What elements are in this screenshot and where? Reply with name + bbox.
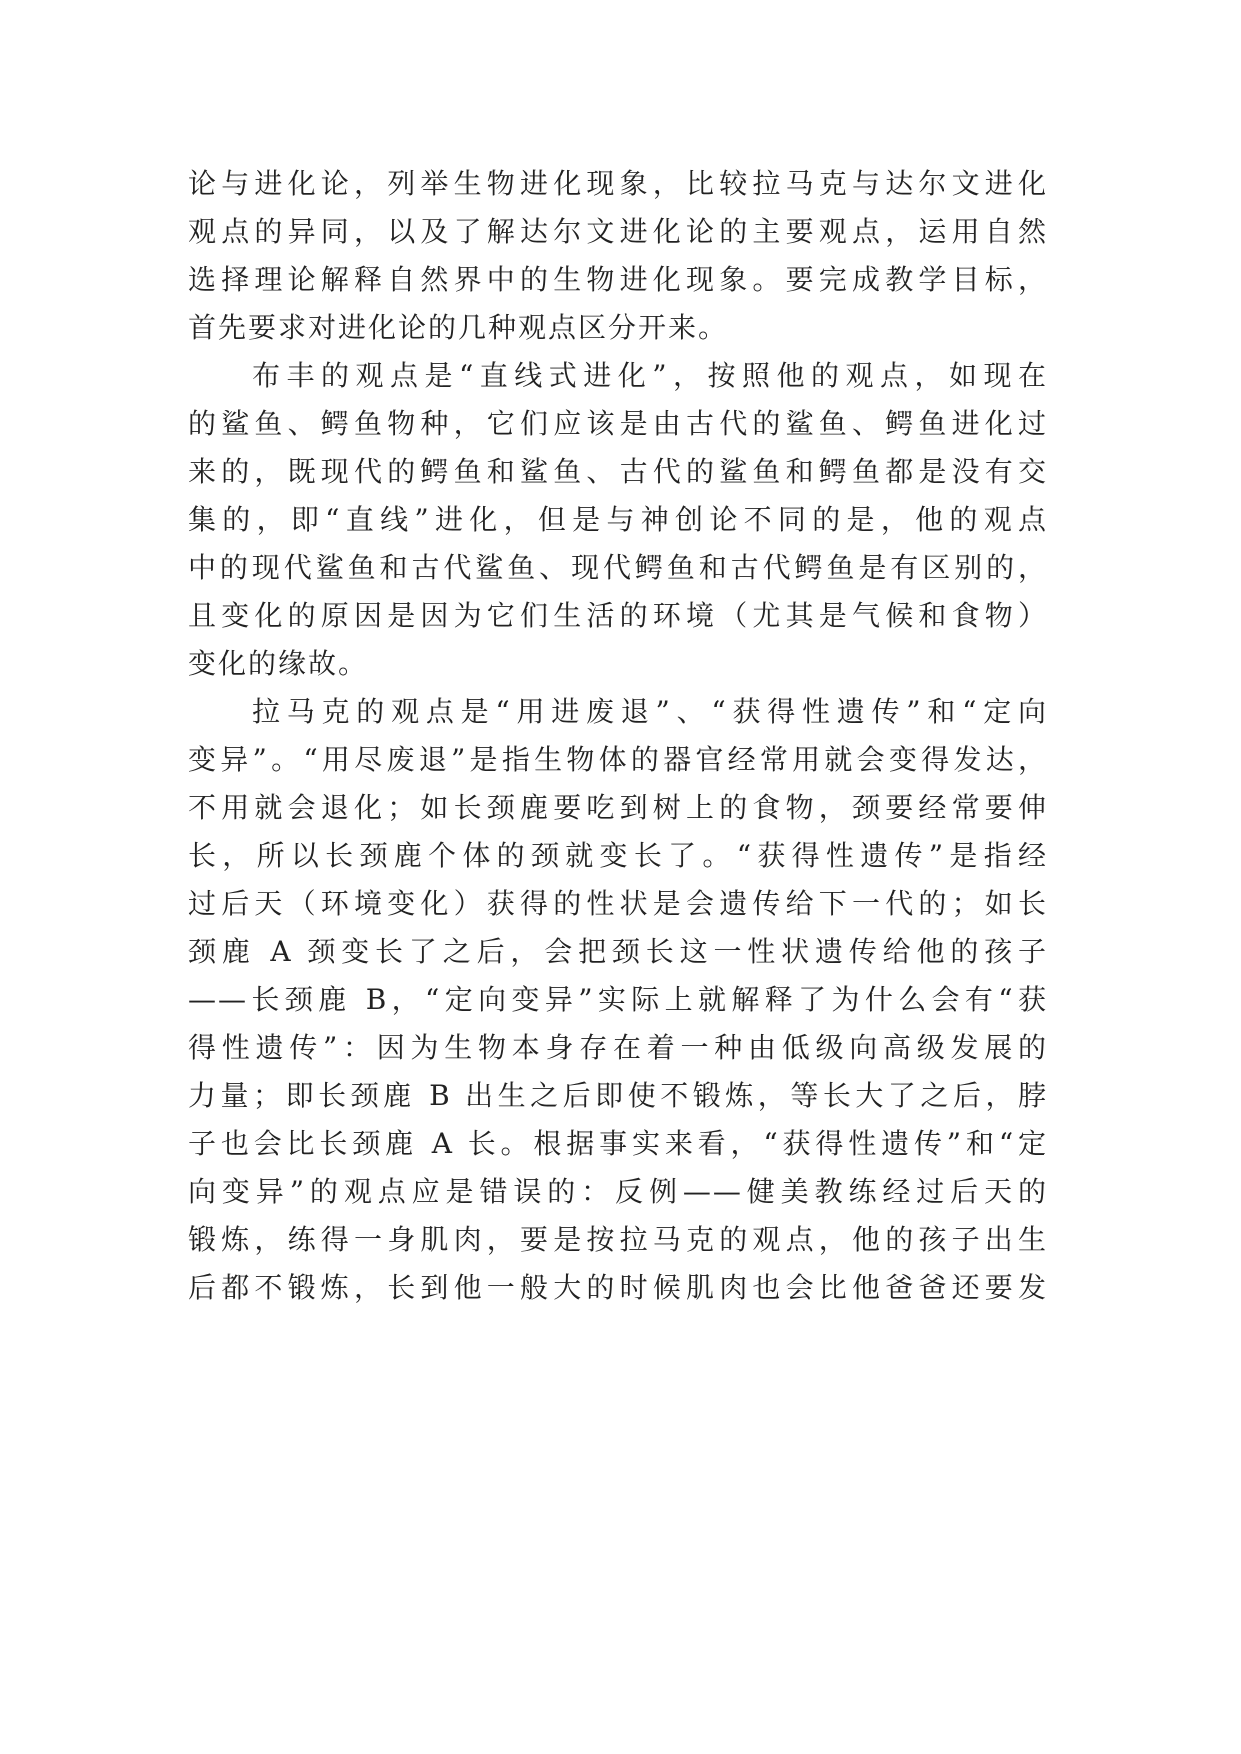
text-line: 锻炼，练得一身肌肉，要是按拉马克的观点，他的孩子出生 [188,1223,1048,1256]
text-line: 布丰的观点是“直线式进化”，按照他的观点，如现在 [252,359,1048,392]
text-line: 子也会比长颈鹿 A 长。根据事实来看，“获得性遗传”和“定 [188,1127,1048,1160]
text-line: 的鲨鱼、鳄鱼物种，它们应该是由古代的鲨鱼、鳄鱼进化过 [188,407,1048,440]
text-line: 集的，即“直线”进化，但是与神创论不同的是，他的观点 [188,503,1048,536]
text-line: 观点的异同，以及了解达尔文进化论的主要观点，运用自然 [188,215,1048,248]
text-line: ——长颈鹿 B，“定向变异”实际上就解释了为什么会有“获 [188,983,1048,1016]
text-line: 来的，既现代的鳄鱼和鲨鱼、古代的鲨鱼和鳄鱼都是没有交 [188,455,1048,488]
text-line: 过后天（环境变化）获得的性状是会遗传给下一代的；如长 [188,887,1048,920]
paragraph-2 [188,352,1048,688]
paragraph-1 [188,160,1048,352]
text-line: 变化的缘故。 [188,647,369,680]
text-line: 且变化的原因是因为它们生活的环境（尤其是气候和食物） [188,599,1048,632]
text-line: 论与进化论，列举生物进化现象，比较拉马克与达尔文进化 [188,167,1048,200]
paragraph-3 [188,688,1048,1312]
text-line: 得性遗传”：因为生物本身存在着一种由低级向高级发展的 [188,1031,1048,1064]
text-line: 颈鹿 A 颈变长了之后，会把颈长这一性状遗传给他的孩子 [188,935,1048,968]
text-line: 拉马克的观点是“用进废退”、“获得性遗传”和“定向 [252,695,1048,728]
text-line: 首先要求对进化论的几种观点区分开来。 [188,311,729,344]
text-line: 后都不锻炼，长到他一般大的时候肌肉也会比他爸爸还要发 [188,1271,1048,1304]
text-line: 力量；即长颈鹿 B 出生之后即使不锻炼，等长大了之后，脖 [188,1079,1048,1112]
text-line: 变异”。“用尽废退”是指生物体的器官经常用就会变得发达， [188,743,1048,776]
text-line: 选择理论解释自然界中的生物进化现象。要完成教学目标， [188,263,1048,296]
text-line: 长，所以长颈鹿个体的颈就变长了。“获得性遗传”是指经 [188,839,1048,872]
body-text [188,160,1048,1312]
text-line: 向变异”的观点应是错误的：反例——健美教练经过后天的 [188,1175,1048,1208]
text-line: 不用就会退化；如长颈鹿要吃到树上的食物，颈要经常要伸 [188,791,1048,824]
text-line: 中的现代鲨鱼和古代鲨鱼、现代鳄鱼和古代鳄鱼是有区别的， [188,551,1048,584]
